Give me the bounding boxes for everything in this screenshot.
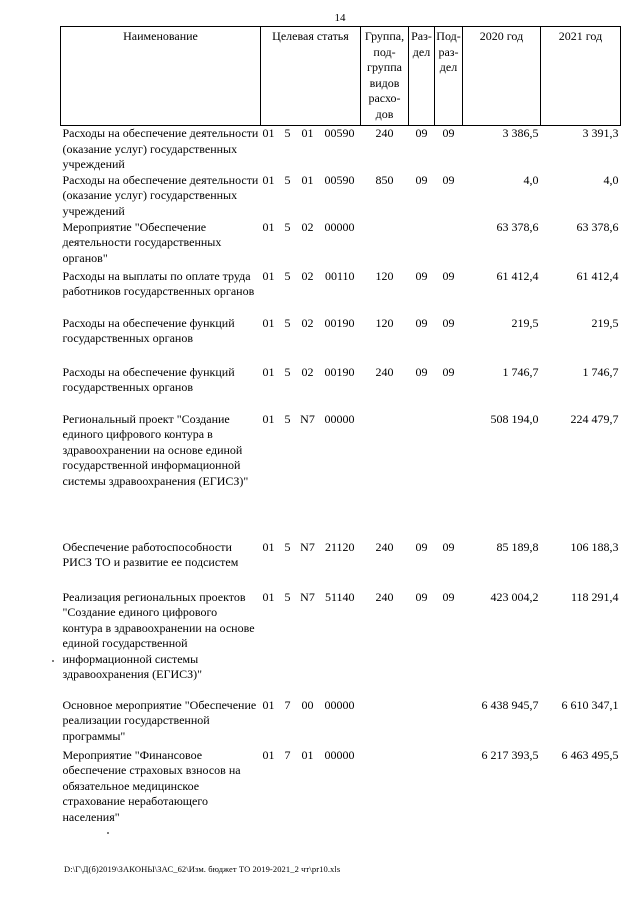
target-code-part: 5 <box>284 126 291 140</box>
header-2021: 2021 год <box>541 27 621 126</box>
target-code-part: 00 <box>301 697 314 712</box>
row-2021: 106 188,3 <box>570 539 619 554</box>
target-code-part: 5 <box>284 315 291 330</box>
table-row <box>61 269 621 316</box>
target-code-part: 01 <box>262 697 275 712</box>
row-group: 240 <box>375 364 394 379</box>
target-code-part: 01 <box>262 219 275 234</box>
table-row <box>61 540 621 590</box>
row-name: Мероприятие "Обеспечение деятельности государственных органов" <box>62 219 222 265</box>
row-target-code <box>261 126 361 173</box>
target-code-part: 01 <box>262 747 275 762</box>
row-2021: 3 391,3 <box>582 126 619 140</box>
header-2020: 2020 год <box>463 27 541 126</box>
row-2021: 4,0 <box>603 172 619 187</box>
target-code-part: 5 <box>284 589 291 604</box>
table-row <box>61 173 621 220</box>
target-code-part: 01 <box>301 126 314 140</box>
row-2021: 63 378,6 <box>576 219 619 234</box>
row-subsection: 09 <box>442 315 455 330</box>
row-target-code <box>261 316 361 365</box>
table-row <box>61 316 621 365</box>
row-target-code <box>261 412 361 540</box>
table-row <box>61 365 621 412</box>
table-row <box>61 590 621 698</box>
target-code-part: 7 <box>284 747 291 762</box>
row-group: 850 <box>375 172 394 187</box>
target-code-part: 00000 <box>324 219 355 234</box>
row-target-code <box>261 698 361 748</box>
target-code-part: 01 <box>301 172 314 187</box>
row-section: 09 <box>415 539 428 554</box>
row-2020: 4,0 <box>523 172 539 187</box>
row-group: 240 <box>375 539 394 554</box>
row-name: Реализация региональных проектов "Создание единого цифрового контура в здравоохранении на основе единой государственной информационной системы здравоохранения (ЕГИСЗ)" <box>62 589 255 681</box>
budget-table <box>60 26 621 828</box>
table-row <box>61 412 621 540</box>
target-code-part: 02 <box>301 268 314 283</box>
target-code-part: 00590 <box>324 126 355 140</box>
target-code-part: 00000 <box>324 411 355 426</box>
row-subsection <box>435 698 463 748</box>
row-subsection <box>435 412 463 540</box>
row-section: 09 <box>415 268 428 283</box>
row-name: Обеспечение работоспособности РИСЗ ТО и развитие ее подсистем <box>62 539 239 569</box>
target-code-part: 01 <box>262 411 275 426</box>
row-name: Региональный проект "Создание единого цифрового контура в здравоохранении на основе единой государственной информационной системы здравоохранения (ЕГИСЗ)" <box>62 411 249 488</box>
row-2020: 3 386,5 <box>502 126 539 140</box>
row-target-code <box>261 590 361 698</box>
row-2021: 6 610 347,1 <box>561 697 619 712</box>
row-2020: 85 189,8 <box>496 539 539 554</box>
row-2020: 6 438 945,7 <box>481 697 539 712</box>
target-code-part: 01 <box>262 589 275 604</box>
target-code-part: 01 <box>262 172 275 187</box>
target-code-part: 02 <box>301 364 314 379</box>
file-path-footer: D:\Г\Д(б)2019\ЗАКОНЫ\ЗАС_62\Изм. бюджет ТО 2019-2021_2 чт\pr10.xls <box>64 864 341 874</box>
row-section <box>409 698 435 748</box>
target-code-part: 5 <box>284 219 291 234</box>
row-group: 120 <box>375 315 394 330</box>
target-code-part: 02 <box>301 219 314 234</box>
table-row <box>61 220 621 269</box>
row-target-code <box>261 540 361 590</box>
target-code-part: 00590 <box>324 172 355 187</box>
row-target-code <box>261 220 361 269</box>
target-code-part: 01 <box>262 315 275 330</box>
row-name: Расходы на обеспечение функций государственных органов <box>62 364 235 394</box>
target-code-part: 7 <box>284 697 291 712</box>
target-code-part: N7 <box>300 411 315 426</box>
target-code-part: 5 <box>284 539 291 554</box>
target-code-part: N7 <box>300 539 315 554</box>
table-row <box>61 698 621 748</box>
row-subsection: 09 <box>442 364 455 379</box>
row-target-code <box>261 269 361 316</box>
row-group: 240 <box>375 126 394 140</box>
row-2020: 6 217 393,5 <box>481 747 539 762</box>
row-name: Мероприятие "Финансовое обеспечение страховых взносов на обязательное медицинское страхование неработающего населения" <box>62 747 241 824</box>
target-code-part: 5 <box>284 411 291 426</box>
target-code-part: 51140 <box>324 589 355 604</box>
row-section: 09 <box>415 126 428 140</box>
row-2020: 219,5 <box>511 315 539 330</box>
row-2020: 423 004,2 <box>490 589 539 604</box>
page-number: 14 <box>334 12 346 24</box>
row-section: 09 <box>415 364 428 379</box>
target-code-part: 01 <box>262 126 275 140</box>
header-row <box>61 27 621 126</box>
target-code-part: 00190 <box>324 315 355 330</box>
row-target-code <box>261 365 361 412</box>
target-code-part: 01 <box>262 539 275 554</box>
row-section <box>409 220 435 269</box>
row-group <box>361 698 409 748</box>
row-target-code <box>261 748 361 828</box>
row-name: Расходы на обеспечение функций государственных органов <box>62 315 235 345</box>
row-subsection: 09 <box>442 539 455 554</box>
target-code-part: 21120 <box>324 539 355 554</box>
row-2020: 63 378,6 <box>496 219 539 234</box>
row-group <box>361 748 409 828</box>
row-target-code <box>261 173 361 220</box>
row-group <box>361 412 409 540</box>
row-subsection: 09 <box>442 268 455 283</box>
target-code-part: 01 <box>301 747 314 762</box>
target-code-part: 00000 <box>324 697 355 712</box>
row-subsection: 09 <box>442 589 455 604</box>
row-group: 240 <box>375 589 394 604</box>
row-name: Расходы на обеспечение деятельности (оказание услуг) государственных учреждений <box>62 172 259 218</box>
target-code-part: N7 <box>300 589 315 604</box>
row-2021: 219,5 <box>591 315 619 330</box>
header-group: Группа, под-группа видов расхо-дов <box>361 27 409 126</box>
row-2021: 224 479,7 <box>570 411 619 426</box>
row-name: Расходы на выплаты по оплате труда работников государственных органов <box>62 268 255 298</box>
row-section: 09 <box>415 315 428 330</box>
row-2020: 61 412,4 <box>496 268 539 283</box>
target-code-part: 01 <box>262 268 275 283</box>
header-section: Раз-дел <box>409 27 435 126</box>
row-section: 09 <box>415 589 428 604</box>
row-2021: 6 463 495,5 <box>561 747 619 762</box>
target-code-part: 02 <box>301 315 314 330</box>
table-row <box>61 748 621 828</box>
row-subsection <box>435 748 463 828</box>
row-group: 120 <box>375 268 394 283</box>
scan-dot <box>52 660 54 662</box>
row-section <box>409 748 435 828</box>
row-2021: 61 412,4 <box>576 268 619 283</box>
row-section <box>409 412 435 540</box>
target-code-part: 00110 <box>324 268 355 283</box>
row-name: Основное мероприятие "Обеспечение реализации государственной программы" <box>62 697 257 743</box>
scan-dot <box>107 832 109 834</box>
row-2020: 508 194,0 <box>490 411 539 426</box>
row-section: 09 <box>415 172 428 187</box>
target-code-part: 01 <box>262 364 275 379</box>
target-code-part: 00190 <box>324 364 355 379</box>
row-group <box>361 220 409 269</box>
target-code-part: 00000 <box>324 747 355 762</box>
target-code-part: 5 <box>284 268 291 283</box>
table-row <box>61 126 621 173</box>
target-code-part: 5 <box>284 172 291 187</box>
header-name: Наименование <box>61 27 261 126</box>
row-2020: 1 746,7 <box>502 364 539 379</box>
row-subsection: 09 <box>442 172 455 187</box>
row-subsection <box>435 220 463 269</box>
header-target: Целевая статья <box>261 27 361 126</box>
row-2021: 1 746,7 <box>582 364 619 379</box>
row-subsection: 09 <box>442 126 455 140</box>
row-2021: 118 291,4 <box>570 589 619 604</box>
header-subsection: Под-раз-дел <box>435 27 463 126</box>
target-code-part: 5 <box>284 364 291 379</box>
row-name: Расходы на обеспечение деятельности (оказание услуг) государственных учреждений <box>62 126 259 171</box>
